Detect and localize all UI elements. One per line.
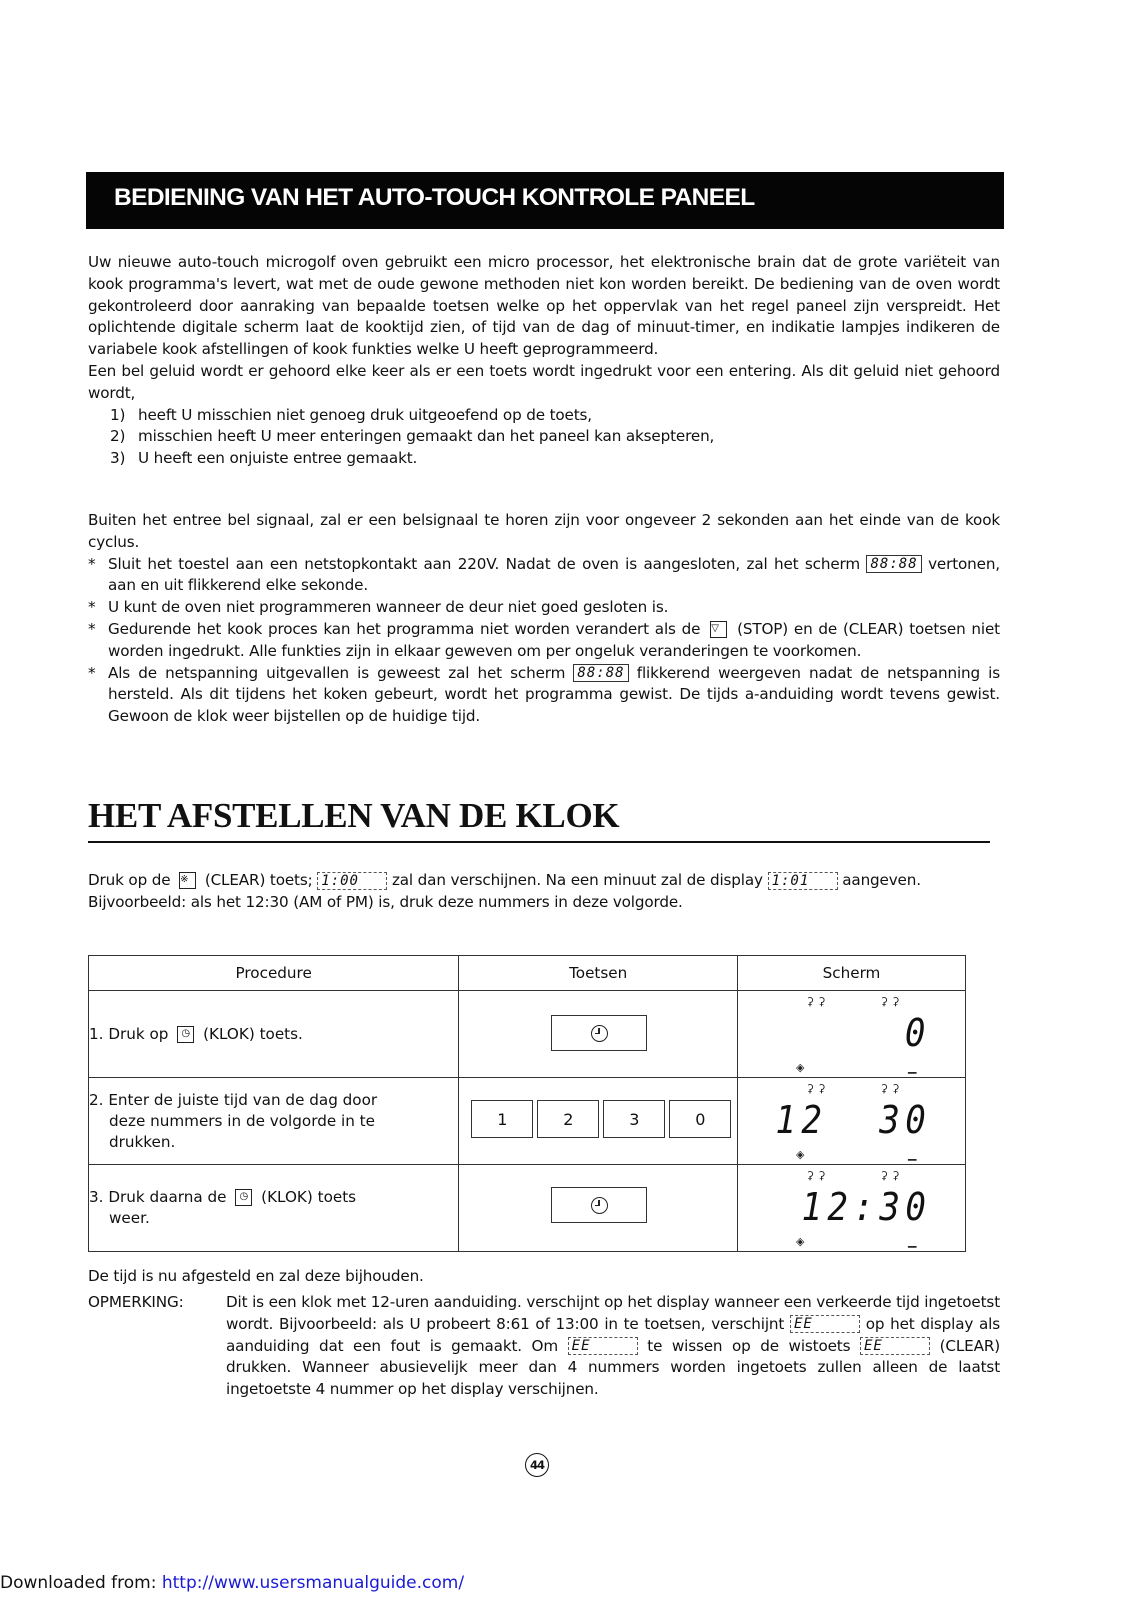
bell-paragraph: Een bel geluid wordt er gehoord elke keer als er een toets wordt ingedrukt voor een entering. Als dit geluid niet gehoord wordt, — [88, 361, 1000, 402]
list-item: 1) heeft U misschien niet genoeg druk uitgeoefend op de toets, — [110, 405, 592, 424]
power-indicator-icon: ◈ — [796, 1061, 805, 1074]
lcd-display: 88:88 — [866, 555, 921, 573]
power-indicator-icon: ◈ — [796, 1148, 805, 1161]
display-readout: 12 30 — [775, 1098, 931, 1142]
dish-indicator-icon: ▁ — [908, 1235, 917, 1248]
bullet-item: * Gedurende het kook proces kan het programma niet worden verandert als de ▽ (STOP) en de (CLEAR) toetsen niet worden ingedrukt. Alle funkties zijn in elkaar geweven om per ongeluk veranderingen te voorkomen. — [88, 619, 1000, 660]
lcd-display: EE — [860, 1337, 930, 1355]
indicator-icons-left: ⚳ ⚳ — [806, 995, 826, 1008]
header-toetsen: Toetsen — [459, 956, 738, 991]
klok-key[interactable] — [551, 1187, 647, 1223]
table-row: 1. Druk op ◷ (KLOK) toets. ⚳ ⚳ ⚳ ⚳ 0 ◈ ▁ — [89, 991, 966, 1078]
table-row: 3. Druk daarna de ◷ (KLOK) toets weer. ⚳ ⚳ ⚳ ⚳ 12:30 ◈ ▁ — [89, 1165, 966, 1252]
notes-block — [88, 510, 1000, 728]
digit-key-3[interactable]: 3 — [603, 1100, 665, 1138]
page-number: 44 — [525, 1453, 549, 1477]
after-line: De tijd is nu afgesteld en zal deze bijhouden. — [88, 1267, 424, 1285]
indicator-icons-right: ⚳ ⚳ — [880, 1169, 900, 1182]
lcd-display: 1:00 — [317, 872, 387, 890]
table-row: 2. Enter de juiste tijd van de dag door deze nummers in de volgorde in te drukken. 1 2 3 0 ⚳ ⚳ ⚳ ⚳ 12 30 ◈ ▁ — [89, 1078, 966, 1165]
source-link[interactable]: http://www.usersmanualguide.com/ — [161, 1573, 465, 1593]
procedure-table — [88, 955, 966, 1252]
list-item: 2) misschien heeft U meer enteringen gemaakt dan het paneel kan aksepteren, — [110, 427, 715, 446]
klok-key-icon: ◷ — [235, 1189, 252, 1206]
example-line: Bijvoorbeeld: als het 12:30 (AM of PM) is, druk deze nummers in deze volgorde. — [88, 892, 683, 911]
clock-icon — [591, 1197, 608, 1214]
klok-key-icon: ◷ — [177, 1026, 194, 1043]
header-scherm: Scherm — [738, 956, 966, 991]
clock-intro: Druk op de ※ (CLEAR) toets; 1:00 zal dan verschijnen. Na een minuut zal de display 1:01 aangeven. Bijvoorbeeld: als het 12:30 (AM of PM) is, druk deze nummers in deze volgorde. — [88, 870, 1000, 914]
lcd-display: 1:01 — [768, 872, 838, 890]
digit-key-1[interactable]: 1 — [471, 1100, 533, 1138]
dish-indicator-icon: ▁ — [908, 1061, 917, 1074]
note-label: OPMERKING: — [88, 1293, 184, 1311]
dish-indicator-icon: ▁ — [908, 1148, 917, 1161]
display-readout: 12:30 — [801, 1185, 931, 1229]
title-rule — [88, 841, 990, 843]
clear-key-icon: ※ — [179, 872, 196, 889]
indicator-icons-right: ⚳ ⚳ — [880, 1082, 900, 1095]
indicator-icons-right: ⚳ ⚳ — [880, 995, 900, 1008]
display-readout: 0 — [904, 1011, 931, 1055]
indicator-icons-left: ⚳ ⚳ — [806, 1169, 826, 1182]
bullet-item: * Als de netspanning uitgevallen is geweest zal het scherm 88:88 flikkerend weergeven nadat de netspanning is hersteld. Als dit tijdens het koken gebeurt, wordt het programma gewist. De tijds a-anduiding wordt tevens gewist. Gewoon de klok weer bijstellen op de huidige tijd. — [88, 663, 1000, 726]
section-banner — [86, 172, 1004, 229]
after-table — [88, 1266, 1000, 1288]
clock-section-title: HET AFSTELLEN VAN DE KLOK — [88, 796, 620, 835]
lcd-display: EE — [790, 1315, 860, 1333]
indicator-icons-left: ⚳ ⚳ — [806, 1082, 826, 1095]
clock-icon — [591, 1025, 608, 1042]
intro-block — [88, 252, 1000, 470]
power-indicator-icon: ◈ — [796, 1235, 805, 1248]
end-signal-paragraph: Buiten het entree bel signaal, zal er een belsignaal te horen zijn voor ongeveer 2 sekonden aan het einde van de kook cyclus. — [88, 511, 1000, 551]
klok-key[interactable] — [551, 1015, 647, 1051]
section-title: BEDIENING VAN HET AUTO-TOUCH KONTROLE PANEEL — [114, 184, 755, 211]
download-footer: Downloaded from: http://www.usersmanualguide.com/ — [0, 1573, 465, 1593]
header-procedure: Procedure — [89, 956, 459, 991]
stop-key-icon: ▽ — [710, 621, 727, 638]
note-block: OPMERKING: Dit is een klok met 12-uren aanduiding. verschijnt op het display wanneer een verkeerde tijd ingetoetst wordt. Bijvoorbeeld: als U probeert 8:61 of 13:00 in te toetsen, verschijnt EE op het display als aanduiding dat een fout is gemaakt. Om EE te wissen op de wistoets EE (CLEAR) drukken. Wanneer abusievelijk meer dan 4 nummers worden ingetoets zullen alleen de laatst ingetoetste 4 nummer op het display verschijnen. — [88, 1292, 1000, 1401]
bullet-item: * U kunt de oven niet programmeren wanneer de deur niet goed gesloten is. — [88, 598, 669, 617]
list-item: 3) U heeft een onjuiste entree gemaakt. — [110, 449, 418, 468]
lcd-display: 88:88 — [573, 664, 628, 682]
digit-key-2[interactable]: 2 — [537, 1100, 599, 1138]
lcd-display: EE — [568, 1337, 638, 1355]
table-header-row — [89, 956, 966, 991]
intro-paragraph: Uw nieuwe auto-touch microgolf oven gebruikt een micro processor, het elektronische brain dat de grote variëteit van kook programma's levert, wat met de oude gewone methoden niet kon worden bereikt. De bediening van de oven wordt gekontroleerd door aanraking van bepaalde toetsen welke op het oppervlak van het regel paneel zijn verspreidt. Het oplichtende digitale scherm laat de kooktijd zien, of tijd van de dag of minuut-timer, en indikatie lampjes indikeren de variabele kook afstellingen of kook funkties welke U heeft geprogrammeerd. — [88, 253, 1000, 359]
digit-key-0[interactable]: 0 — [669, 1100, 731, 1138]
bullet-item: * Sluit het toestel aan een netstopkontakt aan 220V. Nadat de oven is aangesloten, zal het scherm 88:88 vertonen, aan en uit flikkerend elke sekonde. — [88, 554, 1000, 595]
